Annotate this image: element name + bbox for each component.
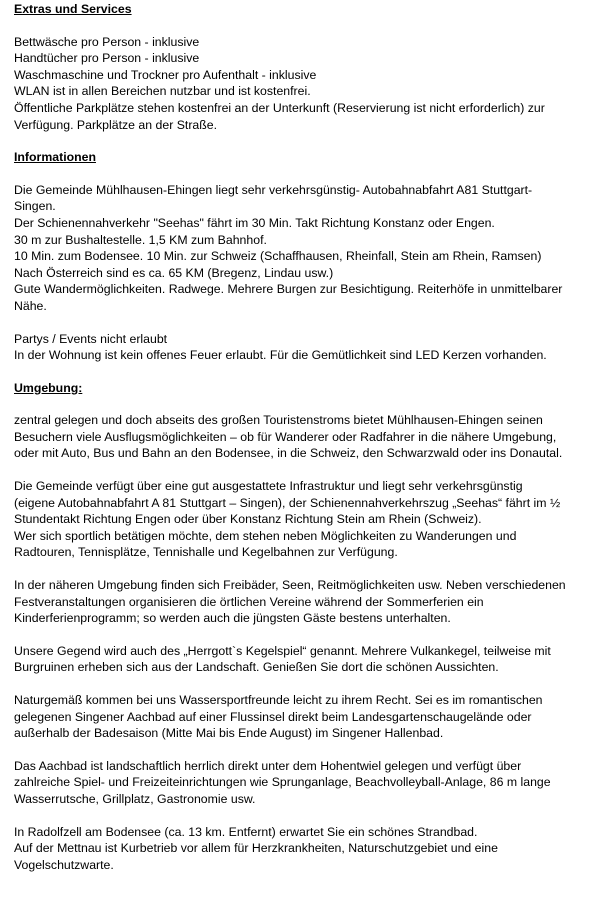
paragraph-line: Naturgemäß kommen bei uns Wassersportfreunde leicht zu ihrem Recht. Sei es im romantischen [14,693,543,707]
spacer [14,742,587,758]
paragraph-line: Unsere Gegend wird auch des „Herrgott`s Kegelspiel“ genannt. Mehrere Vulkankegel, teilweise mit [14,643,551,658]
paragraph-line: Festveranstaltungen organisieren die örtlichen Vereine während der Sommerferien ein [14,594,484,609]
paragraph-line: In der näheren Umgebung finden sich Freibäder, Seen, Reitmöglichkeiten usw. Neben verschiedenen [14,578,566,593]
paragraph-line: Die Gemeinde verfügt über eine gut ausgestattete Infrastruktur und liegt sehr verkehrsgünstig [14,479,523,494]
surroundings-paragraph [14,758,587,808]
paragraph-line: Burgruinen erheben sich aus der Landschaft. Genießen Sie dort die schönen Aussichten. [14,660,499,675]
surroundings-paragraph [14,478,587,561]
info-rule-line: In der Wohnung ist kein offenes Feuer erlaubt. Für die Gemütlichkeit sind LED Kerzen vorhanden. [14,348,547,363]
spacer [14,676,587,692]
extras-heading: Extras und Services [14,2,132,16]
paragraph-line: Stundentakt Richtung Engen oder über Konstanz Richtung Stein am Rhein (Schweiz). [14,512,482,527]
extras-line: Handtücher pro Person - inklusive [14,51,200,66]
spacer [14,133,587,149]
info-line: Gute Wandermöglichkeiten. Radwege. Mehrere Burgen zur Besichtigung. Reiterhöfe in unmittelbarer [14,282,563,297]
paragraph-line: Wer sich sportlich betätigen möchte, dem stehen neben Möglichkeiten zu Wanderungen und [14,528,517,543]
spacer [14,396,587,412]
spacer [14,561,587,577]
paragraph-line: gelegenen Singener Aachbad auf einer Flussinsel direkt beim Landesgartenschaugelände oder [14,709,532,724]
extras-line: WLAN ist in allen Bereichen nutzbar und ist kostenfrei. [14,84,311,99]
spacer [14,808,587,824]
paragraph-line: zahlreiche Spiel- und Freizeiteinrichtungen wie Sprunganlage, Beachvolleyball-Anlage, 86 m lange [14,775,551,790]
paragraph-line: Auf der Mettnau ist Kurbetrieb vor allem für Herzkrankheiten, Naturschutzgebiet und eine [14,841,498,856]
spacer [14,315,587,331]
paragraph-line: Kinderferienprogramm; so werden auch die jüngsten Gäste bestens unterhalten. [14,611,451,626]
surroundings-paragraph [14,692,587,742]
info-heading: Informationen [14,150,96,165]
info-line: 10 Min. zum Bodensee. 10 Min. zur Schweiz (Schaffhausen, Rheinfall, Stein am Rhein, Ramsen) [14,249,542,264]
paragraph-line: (eigene Autobahnabfahrt A 81 Stuttgart – Singen), der Schienennahverkehrszug „Seehas“ fährt im ½ [14,495,561,510]
surroundings-paragraph [14,577,587,627]
spacer [14,627,587,643]
info-line: Nähe. [14,298,47,313]
spacer [14,462,587,478]
info-line: Der Schienennahverkehr "Seehas" fährt im 30 Min. Takt Richtung Konstanz oder Engen. [14,215,495,230]
info-line: Singen. [14,199,56,214]
paragraph-line: Radtouren, Tennisplätze, Tennishalle und Kegelbahnen zur Verfügung. [14,545,398,560]
extras-line: Waschmaschine und Trockner pro Aufenthalt - inklusive [14,67,317,82]
paragraph-line: In Radolfzell am Bodensee (ca. 13 km. Entfernt) erwartet Sie ein schönes Strandbad. [14,824,478,839]
surroundings-heading: Umgebung: [14,380,83,395]
paragraph-line: Besuchern viele Ausflugsmöglichkeiten – ob für Wanderer oder Radfahrer in die nähere Umgebung, [14,429,557,444]
extras-line: Bettwäsche pro Person - inklusive [14,34,200,49]
extras-line: Verfügung. Parkplätze an der Straße. [14,117,218,132]
info-line: Nach Österreich sind es ca. 65 KM (Bregenz, Lindau usw.) [14,265,334,280]
section-extras [14,1,587,133]
paragraph-line: Vogelschutzwarte. [14,857,114,872]
spacer [14,364,587,380]
paragraph-line: zentral gelegen und doch abseits des großen Touristenstroms bietet Mühlhausen-Ehingen seinen [14,413,543,428]
surroundings-paragraph [14,824,587,874]
spacer [14,18,587,34]
info-rule-line: Partys / Events nicht erlaubt [14,331,168,346]
surroundings-paragraph [14,412,587,462]
info-line: Die Gemeinde Mühlhausen-Ehingen liegt sehr verkehrsgünstig- Autobahnabfahrt A81 Stuttgart- [14,182,533,197]
paragraph-line: oder mit Auto, Bus und Bahn an den Bodensee, in die Schweiz, den Schwarzwald oder ins Donautal. [14,446,563,461]
paragraph-line: Wasserrutsche, Grillplatz, Gastronomie usw. [14,791,256,806]
surroundings-paragraph [14,643,587,676]
info-line: 30 m zur Bushaltestelle. 1,5 KM zum Bahnhof. [14,232,267,247]
paragraph-line: außerhalb der Badesaison (Mitte Mai bis Ende August) im Singener Hallenbad. [14,726,444,741]
section-surroundings [14,380,587,874]
section-info [14,149,587,364]
paragraph-line: Das Aachbad ist landschaftlich herrlich direkt unter dem Hohentwiel gelegen und verfügt über [14,758,522,773]
spacer [14,166,587,182]
extras-line: Öffentliche Parkplätze stehen kostenfrei an der Unterkunft (Reservierung ist nicht erforderlich) zur [14,100,545,115]
